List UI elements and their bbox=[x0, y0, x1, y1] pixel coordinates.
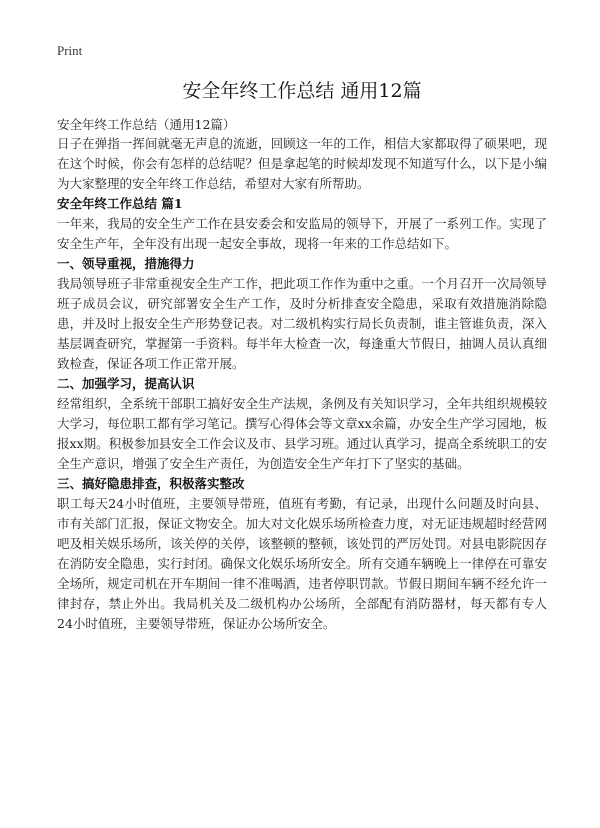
section-paragraph: 经常组织，全系统干部职工搞好安全生产法规，条例及有关知识学习，全年共组织规模较大学习，每位职工都有学习笔记。撰写心得体会等文章xx余篇，办安全生产学习园地，板报xx期。积极参加县安全工作会议及市、县学习班。通过认真学习，提高全系统职工的安全生产意识，增强了安全生产责任，为创造安全生产年打下了坚实的基础。 bbox=[57, 396, 547, 471]
section-paragraph: 我局领导班子非常重视安全生产工作，把此项工作作为重中之重。一个月召开一次局领导班子成员会议，研究部署安全生产工作，及时分析排查安全隐患，采取有效措施消除隐患，并及时上报安全生产形势登记表。对二级机构实行局长负责制，谁主管谁负责，深入基层调查研究，掌握第一手资料。每半年大检查一次，每逢重大节假日，抽调人员认真细致检查，保证各项工作正常开展。 bbox=[57, 276, 547, 371]
article-intro-paragraph: 一年来，我局的安全生产工作在县安委会和安监局的领导下，开展了一系列工作。实现了安全生产年，全年没有出现一起安全事故，现将一年来的工作总结如下。 bbox=[57, 216, 547, 251]
document-title: 安全年终工作总结 通用12篇 bbox=[182, 80, 422, 102]
document-page bbox=[57, 40, 547, 634]
document-subtitle: 安全年终工作总结（通用12篇） bbox=[57, 117, 236, 132]
article-heading: 安全年终工作总结 篇1 bbox=[57, 196, 183, 211]
section-heading: 三、搞好隐患排查，积极落实整改 bbox=[57, 476, 245, 491]
section-heading: 二、加强学习，提高认识 bbox=[57, 376, 195, 391]
section-heading: 一、领导重视，措施得力 bbox=[57, 256, 195, 271]
section-paragraph: 职工每天24小时值班，主要领导带班，值班有考勤，有记录，出现什么问题及时向县、市有关部门汇报，保证文物安全。加大对文化娱乐场所检查力度，对无证违规超时经营网吧及相关娱乐场所，该关停的关停，该整顿的整顿，该处罚的严厉处罚。对县电影院因存在消防安全隐患，实行封闭。确保文化娱乐场所安全。所有交通车辆晚上一律停在可靠安全场所，规定司机在开车期间一律不准喝酒，违者停职罚款。节假日期间车辆不经允许一律封存，禁止外出。我局机关及二级机构办公场所，全部配有消防器材，每天都有专人24小时值班，主要领导带班，保证办公场所安全。 bbox=[57, 496, 547, 631]
intro-paragraph: 日子在弹指一挥间就毫无声息的流逝，回顾这一年的工作，相信大家都取得了硕果吧，现在这个时候，你会有怎样的总结呢？但是拿起笔的时候却发现不知道写什么，以下是小编为大家整理的安全年终工作总结，希望对大家有所帮助。 bbox=[57, 136, 547, 191]
print-link[interactable]: Print bbox=[57, 43, 83, 58]
